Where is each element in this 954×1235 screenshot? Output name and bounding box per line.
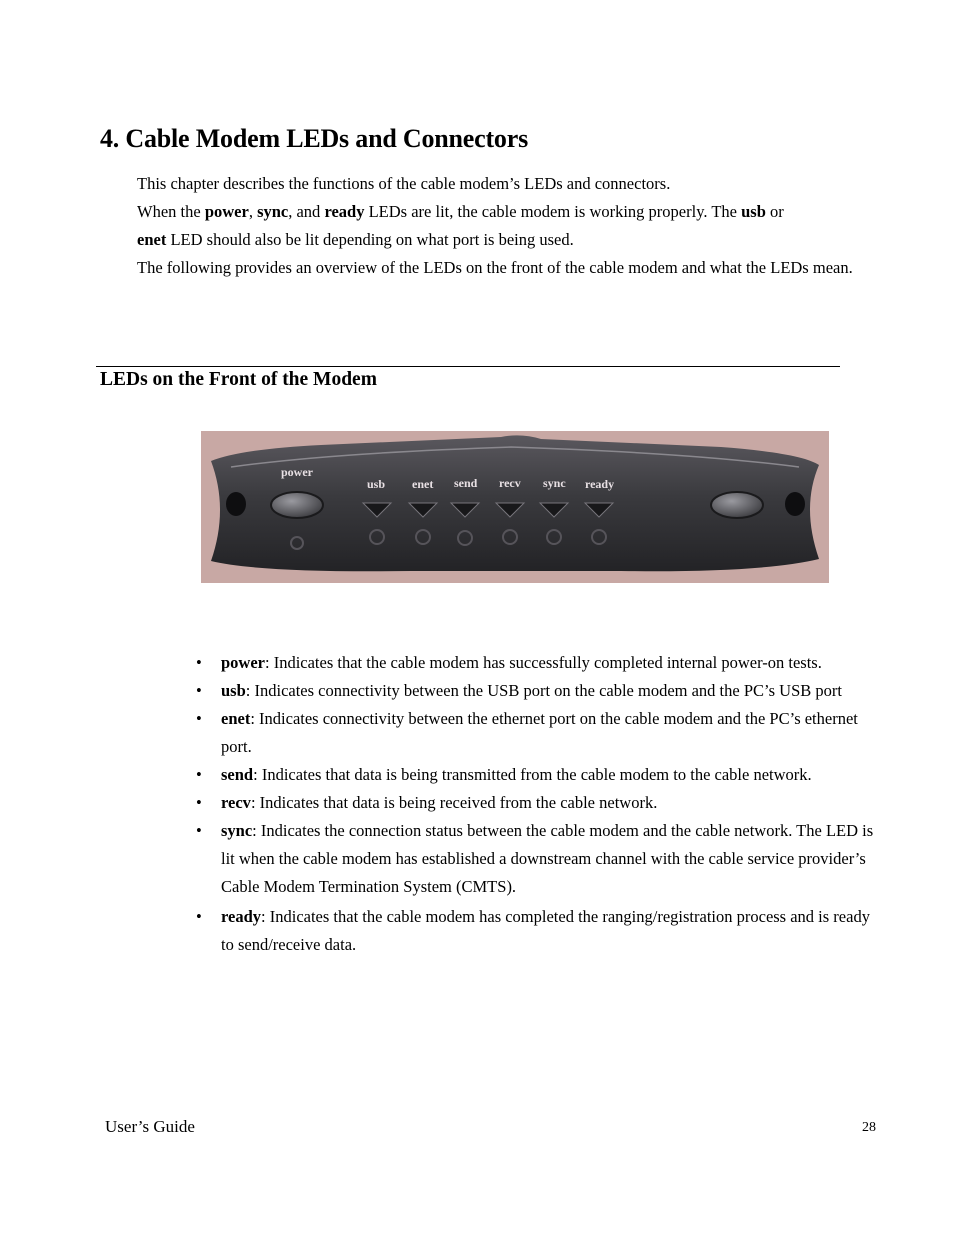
intro-paragraph-1: This chapter describes the functions of the cable modem’s LEDs and connectors. bbox=[137, 174, 671, 193]
term-sync: sync bbox=[257, 202, 289, 221]
led-label-enet: enet bbox=[412, 477, 434, 491]
right-oval-button bbox=[711, 492, 763, 518]
page-number: 28 bbox=[862, 1120, 876, 1135]
led-description: : Indicates connectivity between the ethernet port on the cable modem and the PC’s ethernet port. bbox=[221, 709, 858, 756]
list-item bbox=[192, 649, 882, 677]
led-description-list bbox=[192, 649, 882, 959]
list-item bbox=[192, 789, 882, 817]
led-term: power bbox=[221, 653, 265, 672]
led-term: ready bbox=[221, 907, 262, 926]
list-item bbox=[192, 761, 882, 789]
right-port-hole bbox=[785, 492, 805, 516]
led-label-sync: sync bbox=[543, 476, 566, 490]
led-term: recv bbox=[221, 793, 251, 812]
intro-text: or bbox=[765, 202, 784, 221]
term-enet: enet bbox=[137, 230, 167, 249]
bullet-icon: • bbox=[196, 793, 202, 812]
section-divider bbox=[96, 366, 840, 367]
intro-text: LEDs are lit, the cable modem is working properly. The bbox=[364, 202, 742, 221]
intro-text: , and bbox=[288, 202, 325, 221]
led-label-send: send bbox=[454, 476, 478, 490]
chapter-title: 4. Cable Modem LEDs and Connectors bbox=[100, 124, 528, 153]
bullet-icon: • bbox=[196, 653, 202, 672]
led-description: : Indicates connectivity between the USB port on the cable modem and the PC’s USB port bbox=[245, 681, 842, 700]
led-description: : Indicates the connection status between the cable modem and the cable network. The LED is lit when the cable modem has established a downstream channel with the cable service provider’s Cable Modem Termination System (CMTS). bbox=[221, 821, 874, 896]
list-item bbox=[192, 677, 882, 705]
term-power: power bbox=[204, 202, 249, 221]
led-label-recv: recv bbox=[499, 476, 521, 490]
left-port-hole bbox=[226, 492, 246, 516]
footer-guide-title: User’s Guide bbox=[105, 1117, 195, 1136]
modem-illustration bbox=[201, 431, 829, 583]
intro-text: When the bbox=[137, 202, 205, 221]
list-item bbox=[192, 705, 882, 761]
bullet-icon: • bbox=[196, 907, 202, 926]
intro-paragraph-3: The following provides an overview of the LEDs on the front of the cable modem and what the LEDs mean. bbox=[137, 258, 853, 277]
led-description: : Indicates that data is being received from the cable network. bbox=[250, 793, 658, 812]
intro-text: , bbox=[248, 202, 258, 221]
led-label-ready: ready bbox=[585, 477, 615, 491]
led-description: : Indicates that the cable modem has completed the ranging/registration process and is ready to send/receive data. bbox=[221, 907, 870, 954]
led-term: enet bbox=[221, 709, 251, 728]
modem-front-photo bbox=[201, 431, 829, 583]
left-oval-button bbox=[271, 492, 323, 518]
bullet-icon: • bbox=[196, 681, 202, 700]
led-label-power: power bbox=[281, 465, 313, 479]
bullet-icon: • bbox=[196, 709, 202, 728]
intro-paragraph-2 bbox=[137, 198, 877, 254]
term-usb: usb bbox=[741, 202, 766, 221]
list-item bbox=[192, 817, 882, 901]
bullet-icon: • bbox=[196, 821, 202, 840]
intro-text: LED should also be lit depending on what port is being used. bbox=[166, 230, 574, 249]
led-description: : Indicates that the cable modem has successfully completed internal power-on tests. bbox=[265, 653, 822, 672]
list-item bbox=[192, 903, 882, 959]
term-ready: ready bbox=[324, 202, 365, 221]
section-title: LEDs on the Front of the Modem bbox=[100, 369, 377, 390]
bullet-icon: • bbox=[196, 765, 202, 784]
led-label-usb: usb bbox=[367, 477, 386, 491]
led-description: : Indicates that data is being transmitted from the cable modem to the cable network. bbox=[253, 765, 812, 784]
led-term: send bbox=[221, 765, 254, 784]
led-term: usb bbox=[221, 681, 246, 700]
led-term: sync bbox=[221, 821, 253, 840]
